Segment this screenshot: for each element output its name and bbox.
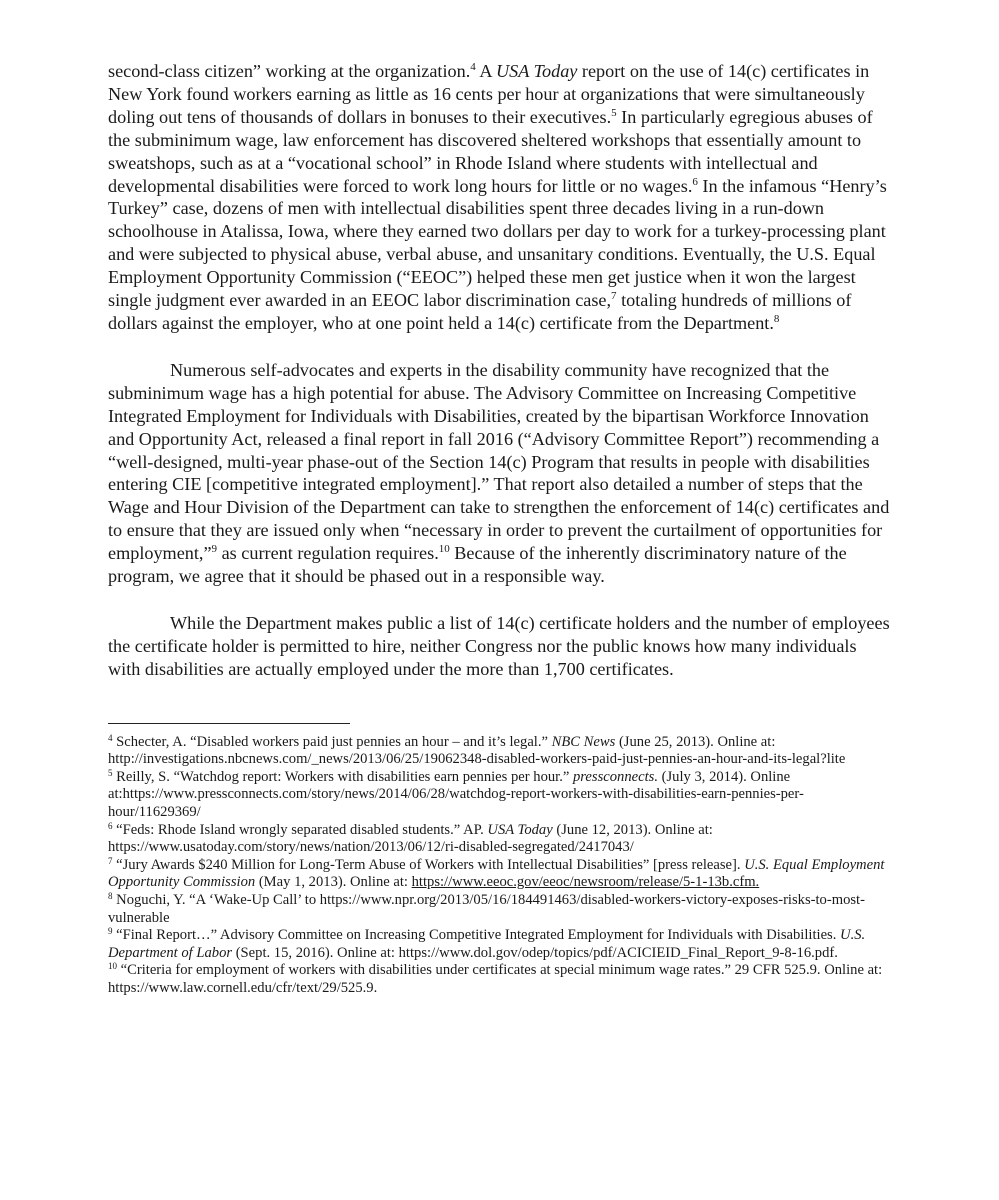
footnote-number: 10	[108, 961, 117, 972]
footnote-text: (Sept. 15, 2016). Online at: https://www.dol.gov/odep/topics/pdf/ACICIEID_Final_Report_9-8-16.pdf.	[232, 944, 838, 961]
footnote-ref-7[interactable]: 7	[611, 290, 617, 303]
footnote-4	[108, 734, 891, 769]
paragraph-abuses	[108, 60, 891, 335]
paragraph-advisory-committee	[108, 359, 891, 588]
footnote-text: “Jury Awards $240 Million for Long-Term Abuse of Workers with Intellectual Disabilities” [press release].	[112, 856, 745, 873]
text-run: totaling hundreds of millions of dollars against the employer, who at one point held a 14(c) certificate from the Department.	[108, 290, 852, 333]
footnote-source: USA Today	[487, 821, 553, 838]
footnote-ref-8[interactable]: 8	[773, 312, 780, 325]
publication-title: USA Today	[496, 61, 578, 81]
footnote-ref-5[interactable]: 5	[611, 106, 617, 119]
footnote-10	[108, 962, 891, 997]
footnote-source: pressconnects.	[573, 768, 658, 785]
footnote-text: Noguchi, Y. “A ‘Wake-Up Call’ to https://www.npr.org/2013/05/16/184491463/disabled-workers-victory-exposes-risks-to-most-vulnerable	[108, 892, 865, 926]
text-run: as current regulation requires.	[217, 543, 439, 564]
text-run: Numerous self-advocates and experts in the disability community have recognized that the subminimum wage has a high potential for abuse. The Advisory Committee on Increasing Competitive Integrated Employment for Individuals with Disabilities, created by the bipartisan Workforce Innovation and Opportunity Act, released a final report in fall 2016 (“Advisory Committee Report”) recommending a “well-designed, multi-year phase-out of the Section 14(c) Program that results in people with disabilities entering CIE [competitive integrated employment].” That report also detailed a number of steps that the Wage and Hour Division of the Department can take to strengthen the enforcement of 14(c) certificates and to ensure that they are issued only when “necessary in order to prevent the curtailment of opportunities for employment,”	[108, 359, 890, 564]
footnote-text: Schecter, A. “Disabled workers paid just pennies an hour – and it’s legal.”	[112, 733, 552, 750]
footnote-source: NBC News	[551, 733, 616, 750]
footnotes	[108, 734, 891, 998]
text-run: While the Department makes public a list of 14(c) certificate holders and the number of employees the certificate holder is permitted to hire, neither Congress nor the public knows how many individuals with disabilities are actually employed under the more than 1,700 certificates.	[108, 612, 890, 679]
footnote-text: (May 1, 2013). Online at:	[255, 874, 412, 891]
footnote-text: (June 25, 2013). Online at: http://investigations.nbcnews.com/_news/2013/06/25/19062348-disabled-workers-paid-just-pennies-an-hour-and-its-legal?lite	[108, 733, 846, 768]
footnote-number: 6	[108, 820, 113, 831]
footnote-7	[108, 857, 891, 892]
footnote-source: U.S. Department of Labor	[108, 927, 866, 961]
footnote-8	[108, 892, 891, 927]
footnote-ref-9[interactable]: 9	[211, 543, 218, 556]
text-run: second-class citizen” working at the organization.	[108, 61, 471, 81]
text-run: report on the use of 14(c) certificates in New York found workers earning as little as 16 cents per hour at organizations that were simultaneously doling out tens of thousands of dollars in bonuses to their executives.	[108, 61, 870, 127]
footnote-text: “Final Report…” Advisory Committee on Increasing Competitive Integrated Employment for Individuals with Disabilities.	[112, 927, 841, 944]
footnote-text: (June 12, 2013). Online at: https://www.usatoday.com/story/news/nation/2013/06/12/ri-disabled-segregated/2417043/	[108, 821, 713, 856]
footnote-9	[108, 927, 891, 962]
footnote-number: 7	[108, 855, 113, 866]
footnote-separator	[108, 723, 350, 724]
paragraph-certificate-holders	[108, 612, 891, 681]
footnote-number: 9	[108, 926, 113, 937]
text-run: In particularly egregious abuses of the subminimum wage, law enforcement has discovered sheltered workshops that essentially amount to sweatshops, such as at a “vocational school” in Rhode Island where students with intellectual and developmental disabilities were forced to work long hours for little or no wages.	[108, 106, 873, 196]
footnote-ref-6[interactable]: 6	[692, 175, 698, 188]
footnote-text: (July 3, 2014). Online at:https://www.pressconnects.com/story/news/2014/06/28/watchdog-report-workers-with-disabilities-earn-pennies-per-hour/11629369/	[108, 768, 804, 821]
text-run: In the infamous “Henry’s Turkey” case, dozens of men with intellectual disabilities spent three decades living in a run-down schoolhouse in Atalissa, Iowa, where they earned two dollars per day to work for a turkey-processing plant and were subjected to physical abuse, verbal abuse, and unsanitary conditions. Eventually, the U.S. Equal Employment Opportunity Commission (“EEOC”) helped these men get justice when it won the largest single judgment ever awarded in an EEOC labor discrimination case,	[108, 175, 887, 311]
footnote-ref-10[interactable]: 10	[438, 543, 450, 556]
footnote-text: Reilly, S. “Watchdog report: Workers with disabilities earn pennies per hour.”	[112, 768, 573, 785]
footnote-5	[108, 769, 891, 822]
footnote-text: “Feds: Rhode Island wrongly separated disabled students.” AP.	[112, 821, 488, 838]
footnote-number: 5	[108, 767, 113, 778]
text-run: A	[475, 61, 497, 81]
text-run: Because of the inherently discriminatory nature of the program, we agree that it should be phased out in a responsible way.	[108, 543, 847, 587]
footnote-number: 4	[108, 732, 113, 743]
footnote-number: 8	[108, 891, 113, 901]
footnote-6	[108, 822, 891, 857]
footnote-link[interactable]: https://www.eeoc.gov/eeoc/newsroom/release/5-1-13b.cfm.	[411, 874, 760, 891]
footnote-source: U.S. Equal Employment Opportunity Commission	[108, 856, 885, 891]
footnote-text: “Criteria for employment of workers with disabilities under certificates at special minimum wage rates.” 29 CFR 525.9. Online at: https://www.law.cornell.edu/cfr/text/29/525.9.	[108, 962, 883, 996]
footnote-ref-4[interactable]: 4	[470, 61, 476, 73]
